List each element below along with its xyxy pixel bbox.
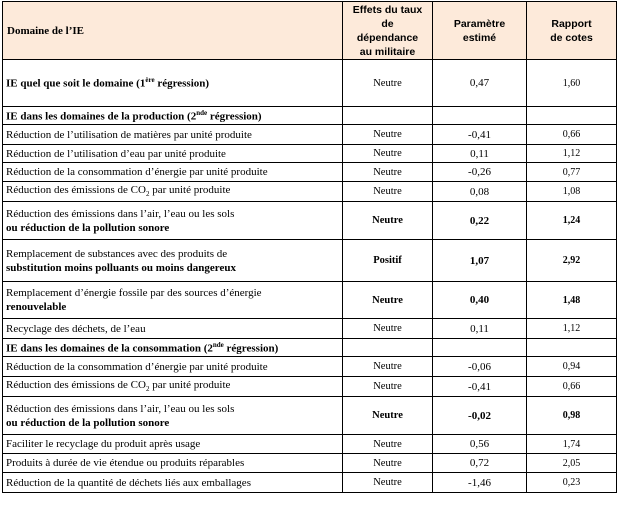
row-label: Réduction de l’utilisation de matières par unité produite	[3, 125, 343, 145]
section-row	[3, 339, 617, 357]
row-label	[3, 202, 343, 240]
row-param: 0,11	[433, 145, 527, 163]
row-param: 0,72	[433, 454, 527, 473]
row-label-line1: Réduction des émissions dans l’air, l’eau ou les sols	[6, 402, 235, 415]
row-label: Produits à durée de vie étendue ou produits réparables	[3, 454, 343, 473]
row-label-line2: ou réduction de la pollution sonore	[6, 416, 170, 429]
row-effect: Neutre	[343, 397, 433, 435]
row-param: -0,41	[433, 125, 527, 145]
row-label: Réduction des émissions de $CO_2$ par unité produite	[3, 377, 343, 397]
table-row	[3, 473, 617, 493]
row-label-line1: Remplacement d’énergie fossile par des sources d’énergie	[6, 287, 262, 299]
header-odds-line: Rapport	[551, 17, 592, 30]
row-effect: Neutre	[343, 125, 433, 145]
results-table	[2, 1, 617, 493]
table-row	[3, 240, 617, 282]
section-label: IE dans les domaines de la consommation (2nde régression)	[3, 339, 343, 357]
table-row	[3, 282, 617, 319]
header-domain: Domaine de l’IE	[3, 2, 343, 60]
row-label	[3, 397, 343, 435]
row-label: Réduction des émissions de $CO_2$ par unité produite	[3, 182, 343, 202]
row-param: 1,07	[433, 240, 527, 282]
row-label-line2: renouvelable	[6, 301, 67, 313]
header-effects-line: dépendance	[356, 31, 419, 44]
table-row	[3, 435, 617, 454]
row-odds: 1,12	[527, 319, 617, 339]
table-row	[3, 397, 617, 435]
row-label: Faciliter le recyclage du produit après usage	[3, 435, 343, 454]
row-param: 0,47	[433, 60, 527, 107]
section-row	[3, 107, 617, 125]
row-effect: Neutre	[343, 60, 433, 107]
row-odds: 0,98	[527, 397, 617, 435]
header-parameter-line: estimé	[462, 31, 497, 44]
row-label: Réduction de la quantité de déchets liés aux emballages	[3, 473, 343, 493]
table-row	[3, 454, 617, 473]
table-row	[3, 163, 617, 182]
row-label: Recyclage des déchets, de l’eau	[3, 319, 343, 339]
row-effect: Neutre	[343, 202, 433, 240]
row-label: Réduction de l’utilisation d’eau par unité produite	[3, 145, 343, 163]
row-odds: 1,60	[527, 60, 617, 107]
row-effect: Neutre	[343, 145, 433, 163]
section-label: IE dans les domaines de la production (2nde régression)	[3, 107, 343, 125]
row-odds: 0,23	[527, 473, 617, 493]
row-odds: 1,24	[527, 202, 617, 240]
header-effects	[343, 2, 433, 60]
table-row	[3, 182, 617, 202]
row-label: IE quel que soit le domaine (1ère régression)	[3, 60, 343, 107]
row-effect: Neutre	[343, 435, 433, 454]
row-odds: 0,66	[527, 125, 617, 145]
header-effects-line: de	[381, 17, 394, 30]
header-effects-line: Effets du taux	[352, 3, 423, 16]
row-odds: 0,94	[527, 357, 617, 377]
row-label-line2: ou réduction de la pollution sonore	[6, 221, 170, 234]
row-param: -0,26	[433, 163, 527, 182]
row-param: 0,08	[433, 182, 527, 202]
row-label: Réduction de la consommation d’énergie par unité produite	[3, 357, 343, 377]
table-row	[3, 319, 617, 339]
table-row	[3, 377, 617, 397]
row-effect: Neutre	[343, 319, 433, 339]
row-odds: 2,92	[527, 240, 617, 282]
row-label-line1: Remplacement de substances avec des produits de	[6, 247, 228, 260]
row-odds: 1,48	[527, 282, 617, 319]
row-odds: 1,74	[527, 435, 617, 454]
header-parameter-line: Paramètre	[453, 17, 506, 30]
row-odds: 2,05	[527, 454, 617, 473]
table-row	[3, 125, 617, 145]
row-odds: 0,77	[527, 163, 617, 182]
header-parameter	[433, 2, 527, 60]
row-effect: Neutre	[343, 473, 433, 493]
row-effect: Neutre	[343, 454, 433, 473]
row-param: 0,22	[433, 202, 527, 240]
row-odds: 0,66	[527, 377, 617, 397]
table-row	[3, 357, 617, 377]
row-effect: Neutre	[343, 282, 433, 319]
row-param: 0,56	[433, 435, 527, 454]
table-row	[3, 145, 617, 163]
row-effect: Neutre	[343, 163, 433, 182]
row-param: -0,02	[433, 397, 527, 435]
row-label-line2: substitution moins polluants ou moins dangereux	[6, 261, 236, 274]
row-odds: 1,12	[527, 145, 617, 163]
header-odds-line: de cotes	[550, 31, 593, 44]
row-odds: 1,08	[527, 182, 617, 202]
row-label	[3, 282, 343, 319]
row-param: -1,46	[433, 473, 527, 493]
row-label	[3, 240, 343, 282]
row-label-line1: Réduction des émissions dans l’air, l’eau ou les sols	[6, 207, 235, 220]
row-param: -0,41	[433, 377, 527, 397]
row-effect: Neutre	[343, 377, 433, 397]
row-effect: Neutre	[343, 182, 433, 202]
row-effect: Neutre	[343, 357, 433, 377]
table-row	[3, 202, 617, 240]
table-row	[3, 60, 617, 107]
table-header-row	[3, 2, 617, 60]
row-effect: Positif	[343, 240, 433, 282]
row-param: -0,06	[433, 357, 527, 377]
row-param: 0,11	[433, 319, 527, 339]
row-param: 0,40	[433, 282, 527, 319]
row-label: Réduction de la consommation d’énergie par unité produite	[3, 163, 343, 182]
header-odds-ratio	[527, 2, 617, 60]
header-effects-line: au militaire	[359, 45, 416, 58]
